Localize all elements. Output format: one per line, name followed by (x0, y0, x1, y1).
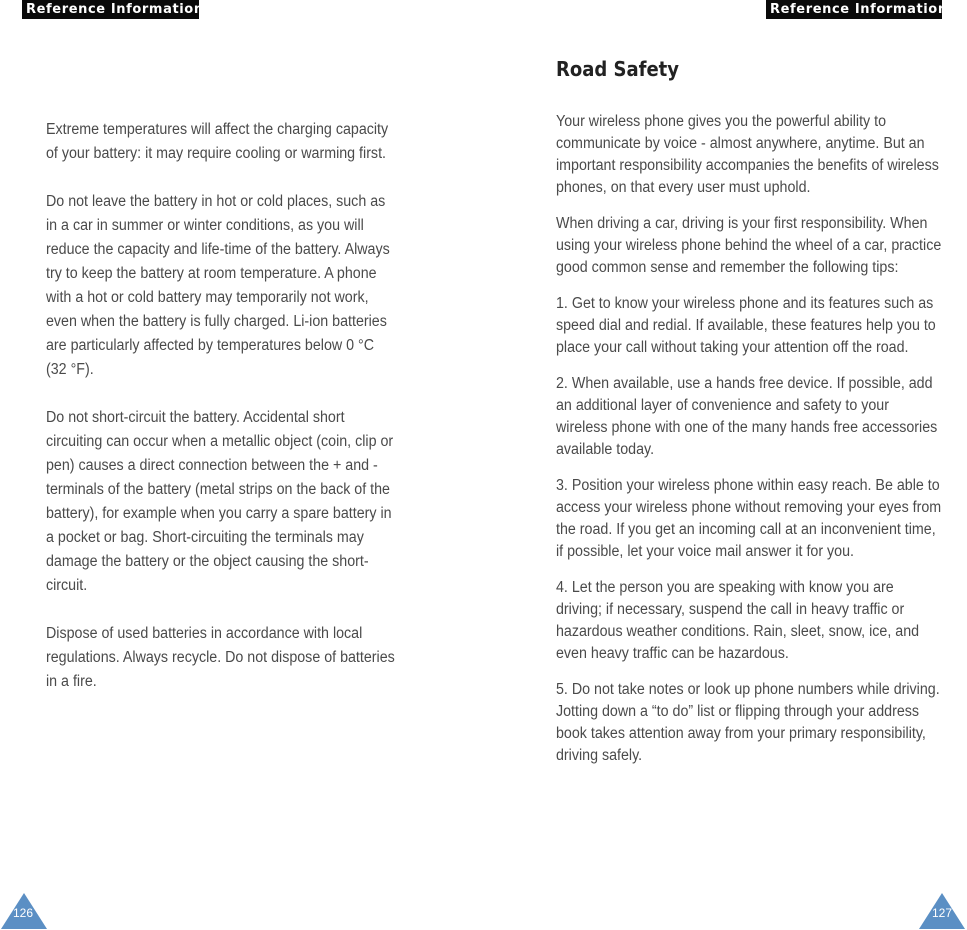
page-number-right: 127 (932, 906, 953, 920)
left-paragraph-3: Do not short-circuit the battery. Accidental short circuiting can occur when a metallic object (coin, clip or pen) causes a direct connection between the + and - terminals of the battery (metal strips on the back of the battery), for example when you carry a spare battery in a pocket or bag. Short-circuiting the terminals may damage the battery or the object causing the short-circuit. (46, 409, 394, 594)
left-paragraph-2: Do not leave the battery in hot or cold places, such as in a car in summer or winter conditions, as you will reduce the capacity and life-time of the battery. Always try to keep the battery at room temperature. A phone with a hot or cold battery may temporarily not work, even when the battery is fully charged. Li-ion batteries are particularly affected by temperatures below 0 °C (32 °F). (46, 193, 390, 378)
right-page-body (556, 111, 942, 781)
right-paragraph-6: 4. Let the person you are speaking with know you are driving; if necessary, suspend the call in heavy traffic or hazardous weather conditions. Rain, sleet, snow, ice, and even heavy traffic can be hazardous. (556, 579, 920, 662)
right-paragraph-2: When driving a car, driving is your first responsibility. When using your wireless phone behind the wheel of a car, practice good common sense and remember the following tips: (556, 215, 942, 276)
left-page-body (46, 118, 396, 718)
page-title: Road Safety (556, 57, 680, 81)
right-paragraph-7: 5. Do not take notes or look up phone numbers while driving. Jotting down a “to do” list or flipping through your address book takes attention away from your primary responsibility, driving safely. (556, 681, 940, 764)
header-label-left: Reference Information (22, 0, 199, 19)
left-paragraph-4: Dispose of used batteries in accordance with local regulations. Always recycle. Do not dispose of batteries in a fire. (46, 625, 395, 690)
left-paragraph-1: Extreme temperatures will affect the charging capacity of your battery: it may require cooling or warming first. (46, 121, 389, 162)
header-label-right: Reference Information (766, 0, 942, 19)
right-paragraph-5: 3. Position your wireless phone within easy reach. Be able to access your wireless phone without removing your eyes from the road. If you get an incoming call at an inconvenient time, if possible, let your voice mail answer it for you. (556, 477, 942, 560)
right-paragraph-3: 1. Get to know your wireless phone and its features such as speed dial and redial. If available, these features help you to place your call without taking your attention off the road. (556, 295, 936, 356)
right-paragraph-4: 2. When available, use a hands free device. If possible, add an additional layer of convenience and safety to your wireless phone with one of the many hands free accessories available today. (556, 375, 938, 458)
right-paragraph-1: Your wireless phone gives you the powerful ability to communicate by voice - almost anywhere, anytime. But an important responsibility accompanies the benefits of wireless phones, on that every user must uphold. (556, 113, 939, 196)
page-number-left: 126 (13, 906, 34, 920)
